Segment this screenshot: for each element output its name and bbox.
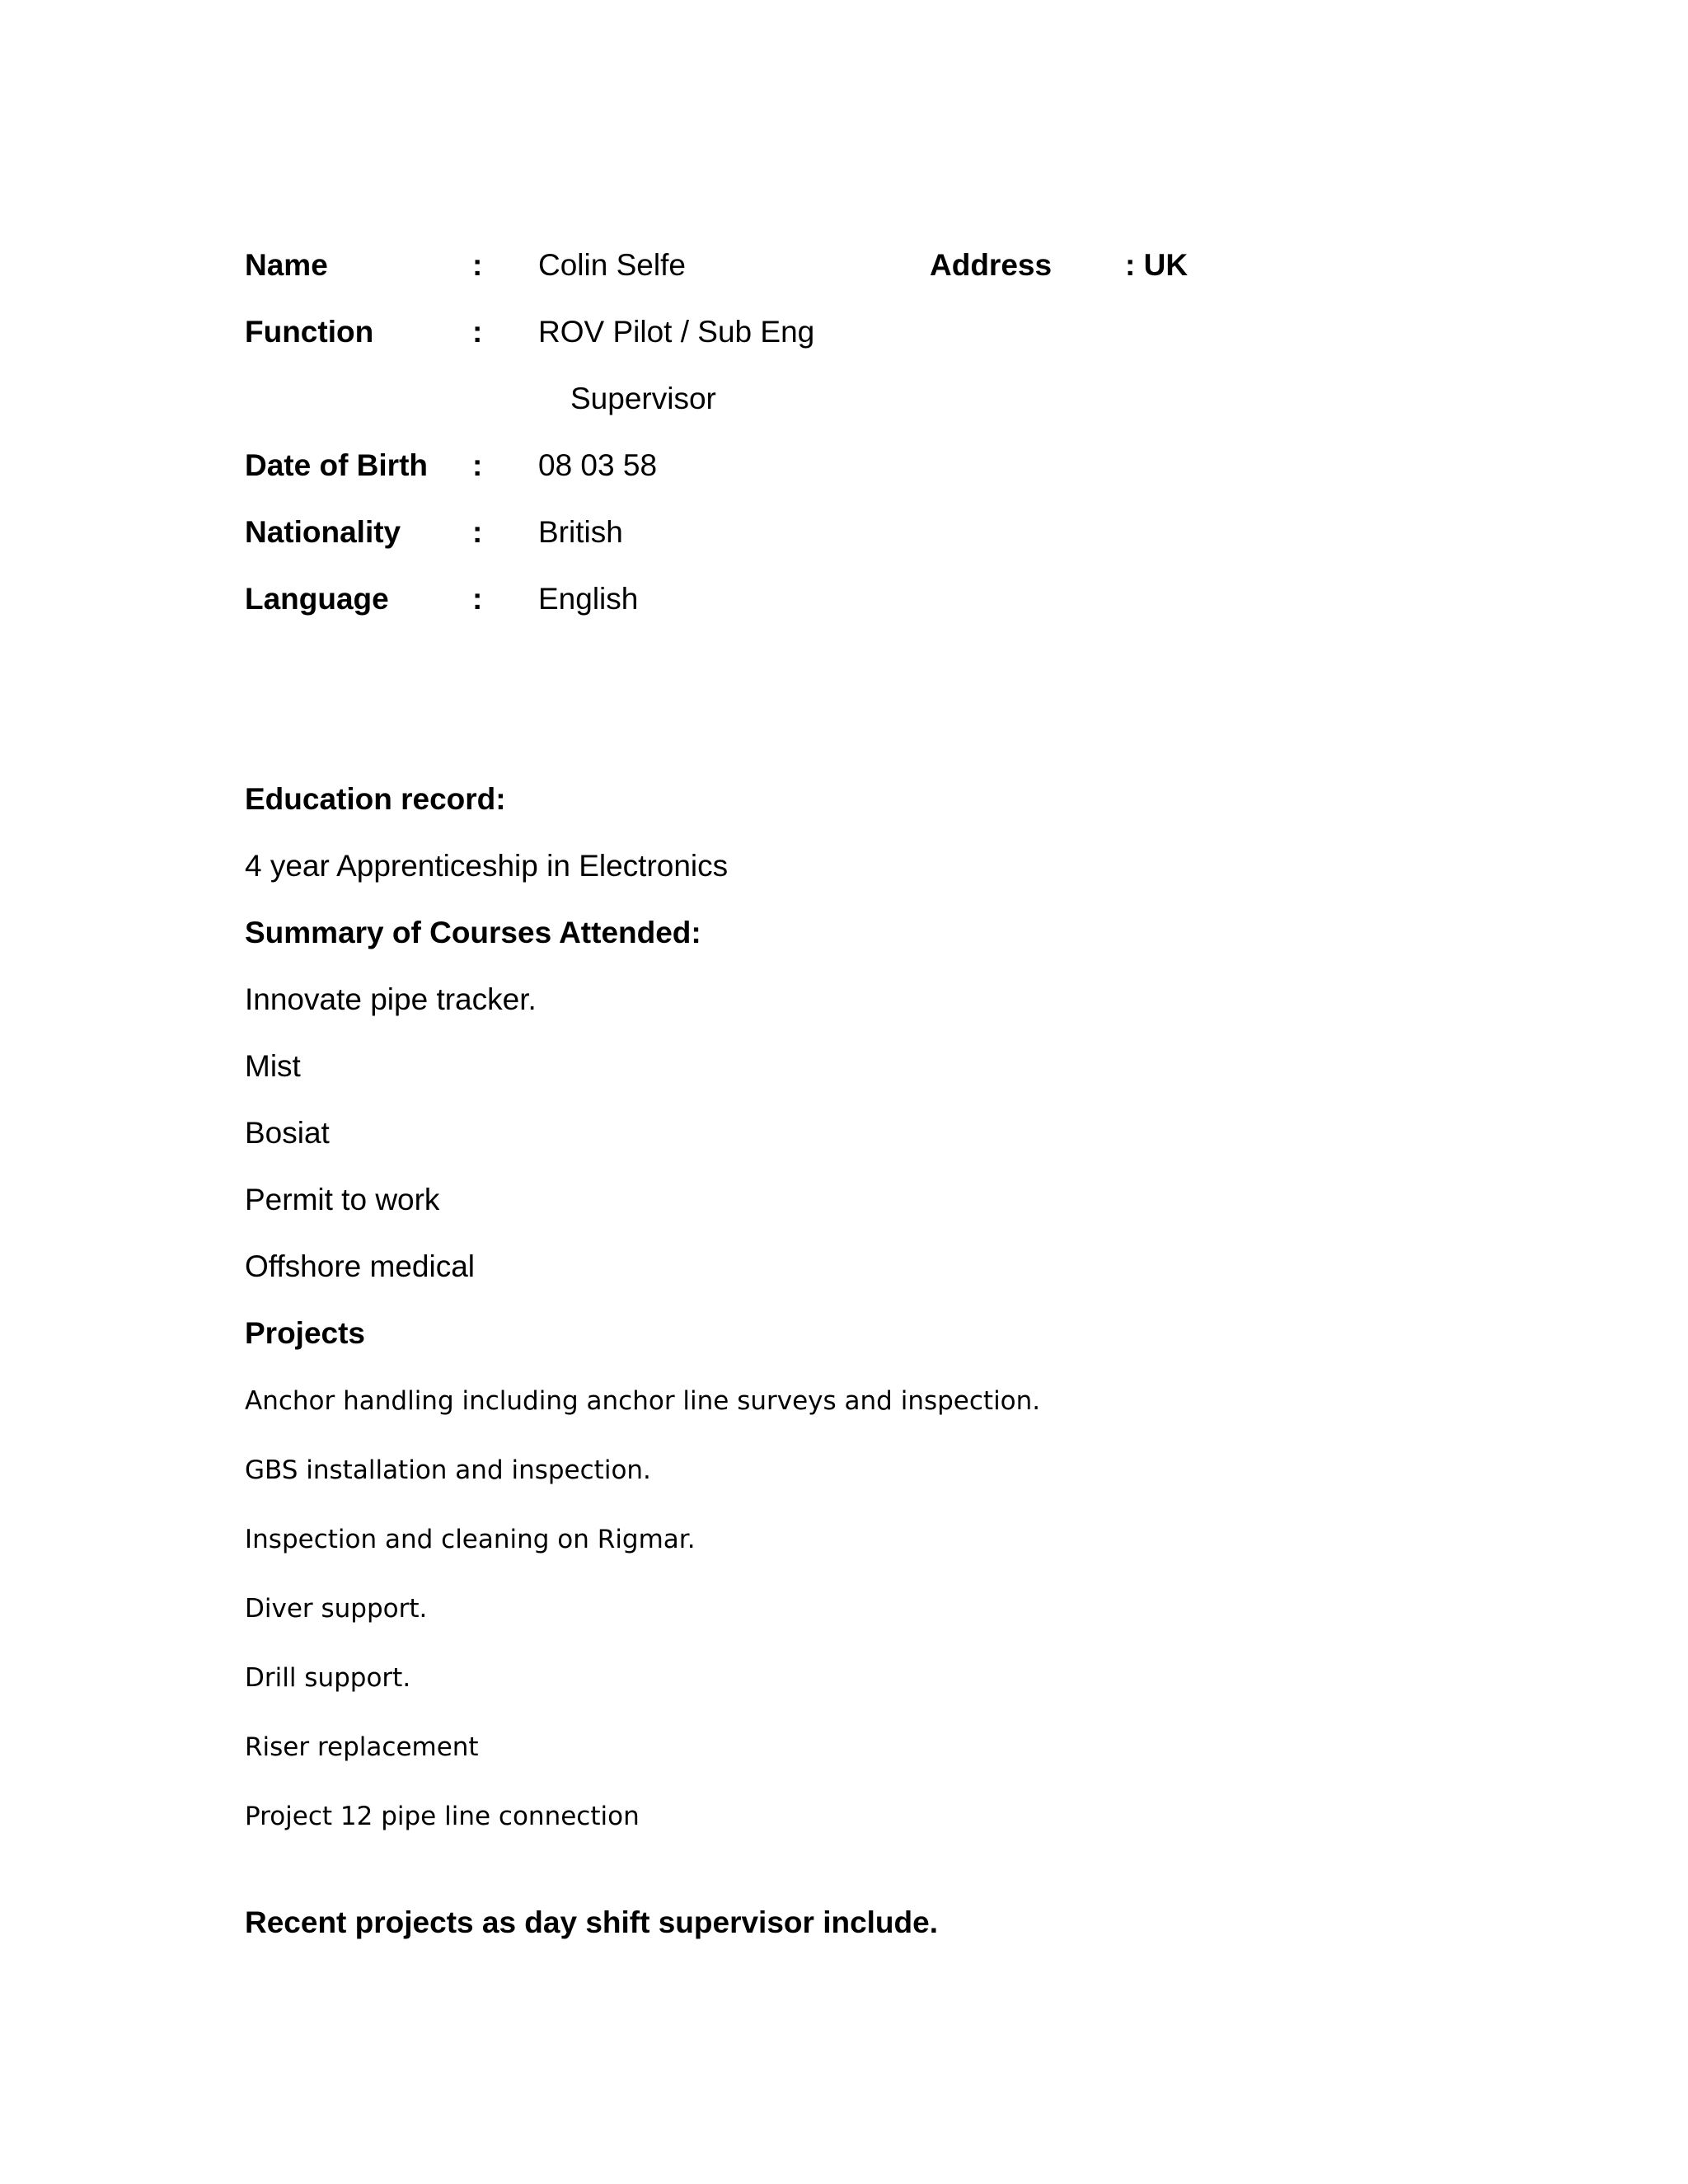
address-value: : UK [1125, 248, 1189, 282]
address-label: Address [930, 248, 1053, 282]
project-item: Drill support. [245, 1663, 411, 1693]
nationality-label: Nationality [245, 515, 401, 549]
dob-label: Date of Birth [245, 448, 428, 482]
nationality-separator: : [472, 515, 483, 549]
function-separator: : [472, 315, 483, 349]
course-item: Innovate pipe tracker. [245, 982, 537, 1016]
name-separator: : [472, 248, 483, 282]
function-value-continued: Supervisor [570, 382, 716, 415]
project-item: Project 12 pipe line connection [245, 1802, 640, 1831]
nationality-value: British [538, 515, 623, 549]
project-item: Anchor handling including anchor line surveys and inspection. [245, 1386, 1041, 1416]
course-item: Offshore medical [245, 1249, 475, 1283]
project-item: Inspection and cleaning on Rigmar. [245, 1525, 696, 1554]
courses-heading: Summary of Courses Attended: [245, 916, 701, 949]
language-value: English [538, 582, 639, 616]
name-value: Colin Selfe [538, 248, 686, 282]
name-label: Name [245, 248, 328, 282]
recent-projects-heading: Recent projects as day shift supervisor include. [245, 1905, 938, 1939]
course-item: Bosiat [245, 1116, 330, 1150]
function-label: Function [245, 315, 374, 349]
language-label: Language [245, 582, 389, 616]
project-item: GBS installation and inspection. [245, 1455, 651, 1485]
language-separator: : [472, 582, 483, 616]
dob-value: 08 03 58 [538, 448, 658, 482]
function-value: ROV Pilot / Sub Eng [538, 315, 815, 349]
project-item: Diver support. [245, 1594, 428, 1624]
project-item: Riser replacement [245, 1732, 479, 1762]
course-item: Mist [245, 1049, 301, 1083]
education-heading: Education record: [245, 782, 506, 816]
course-item: Permit to work [245, 1183, 440, 1216]
dob-separator: : [472, 448, 483, 482]
projects-heading: Projects [245, 1316, 366, 1350]
education-entry: 4 year Apprenticeship in Electronics [245, 849, 729, 883]
